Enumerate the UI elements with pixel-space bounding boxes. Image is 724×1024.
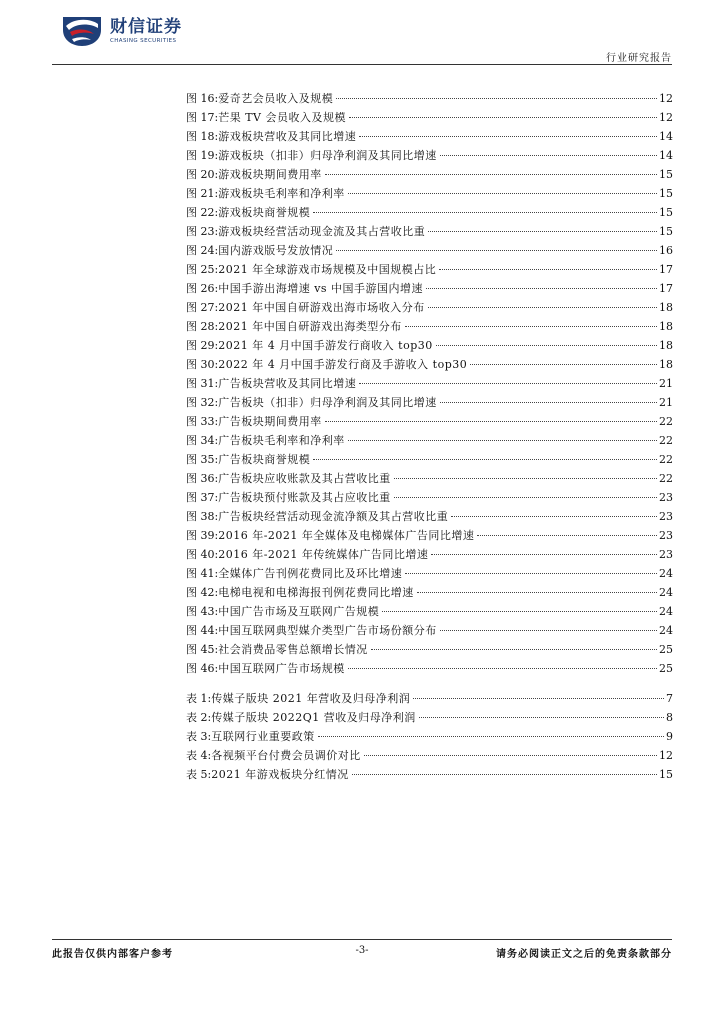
toc-entry-label: 图 17:: [186, 111, 219, 125]
toc-entry[interactable]: [186, 489, 673, 508]
toc-entry-title: 广告板块预付账款及其占应收比重: [218, 491, 391, 505]
toc-entry-title: 游戏板块商誉规模: [218, 206, 311, 220]
toc-entry-title: 传媒子版块 2022Q1 营收及归母净利润: [211, 711, 416, 725]
toc-leader-dots: [417, 592, 657, 593]
toc-leader-dots: [349, 117, 657, 118]
toc-entry[interactable]: [186, 584, 673, 603]
toc-entry-page: 15: [659, 168, 673, 182]
toc-entry-title: 2021 年 4 月中国手游发行商收入 top30: [218, 339, 433, 353]
toc-entry-label: 图 38:: [186, 510, 219, 524]
toc-leader-dots: [440, 630, 657, 631]
toc-entry-title: 爱奇艺会员收入及规模: [218, 92, 334, 105]
toc-entry-page: 16: [659, 244, 673, 258]
toc-entry-page: 24: [659, 586, 673, 600]
toc-entry-title: 各视频平台付费会员调价对比: [211, 749, 361, 763]
toc-entry-page: 12: [659, 92, 673, 105]
toc-entry-page: 15: [659, 225, 673, 239]
toc-entry-title: 社会消费品零售总额增长情况: [218, 643, 368, 657]
toc-entry-page: 24: [659, 624, 673, 638]
toc-entry-page: 14: [659, 130, 673, 144]
toc-entry-title: 芒果 TV 会员收入及规模: [218, 111, 346, 125]
toc-entry-label: 表 3:: [186, 730, 212, 744]
toc-entry-title: 2022 年 4 月中国手游发行商及手游收入 top30: [218, 358, 468, 372]
toc-entry-label: 图 42:: [186, 586, 219, 600]
toc-entry[interactable]: [186, 690, 673, 709]
toc-entry-title: 2016 年-2021 年传统媒体广告同比增速: [218, 548, 429, 562]
toc-entry-page: 9: [666, 730, 673, 744]
toc-entry-title: 2016 年-2021 年全媒体及电梯媒体广告同比增速: [218, 529, 475, 543]
toc-entry-page: 22: [659, 453, 673, 467]
toc-leader-dots: [352, 774, 657, 775]
toc-entry-label: 图 27:: [186, 301, 219, 315]
toc-entry-page: 15: [659, 206, 673, 220]
toc-leader-dots: [325, 421, 657, 422]
toc-leader-dots: [428, 231, 657, 232]
toc-entry[interactable]: [186, 451, 673, 470]
toc-entry-page: 22: [659, 415, 673, 429]
toc-leader-dots: [394, 478, 657, 479]
toc-entry-page: 25: [659, 643, 673, 657]
toc-leader-dots: [364, 755, 657, 756]
toc-entry[interactable]: [186, 356, 673, 375]
toc-entry-page: 21: [659, 377, 673, 391]
toc-entry-page: 24: [659, 605, 673, 619]
toc-leader-dots: [348, 668, 657, 669]
toc-entry-page: 12: [659, 111, 673, 125]
toc-entry-page: 18: [659, 320, 673, 334]
toc-entry-label: 图 31:: [186, 377, 219, 391]
toc-leader-dots: [336, 250, 657, 251]
toc-entry-title: 2021 年中国自研游戏出海类型分布: [218, 320, 402, 334]
toc-leader-dots: [348, 440, 657, 441]
toc-entry-page: 23: [659, 529, 673, 543]
toc-leader-dots: [426, 288, 657, 289]
toc-leader-dots: [313, 459, 657, 460]
report-type: 行业研究报告: [606, 53, 672, 64]
toc-entry[interactable]: [186, 622, 673, 641]
toc-leader-dots: [359, 383, 657, 384]
toc-leader-dots: [428, 307, 657, 308]
toc-entry-label: 图 40:: [186, 548, 219, 562]
logo-emblem-icon: [60, 14, 104, 48]
toc-entry-page: 17: [659, 263, 673, 277]
toc-entry-title: 传媒子版块 2021 年营收及归母净利润: [211, 692, 411, 705]
toc-entry[interactable]: [186, 527, 673, 546]
toc-entry-label: 图 30:: [186, 358, 219, 372]
toc-entry[interactable]: [186, 223, 673, 242]
toc-entry-label: 图 28:: [186, 320, 219, 334]
toc-leader-dots: [439, 269, 657, 270]
toc-entry-label: 图 45:: [186, 643, 219, 657]
footer-divider: [52, 939, 672, 940]
toc-leader-dots: [436, 345, 657, 346]
logo-chinese-name: 财信证券: [110, 16, 182, 37]
toc-entry[interactable]: [186, 185, 673, 204]
toc-entry-page: 17: [659, 282, 673, 296]
toc-entry[interactable]: [186, 299, 673, 318]
toc-entry-label: 图 32:: [186, 396, 219, 410]
toc-leader-dots: [451, 516, 657, 517]
toc-leader-dots: [431, 554, 657, 555]
toc-entry-title: 中国互联网广告市场规模: [218, 662, 345, 676]
toc-entry-title: 游戏板块经营活动现金流及其占营收比重: [218, 225, 426, 239]
toc-entry[interactable]: [186, 432, 673, 451]
toc-leader-dots: [394, 497, 657, 498]
toc-entry-page: 22: [659, 434, 673, 448]
toc-entry-page: 21: [659, 396, 673, 410]
page-number: -3-: [355, 945, 369, 956]
toc-leader-dots: [405, 326, 657, 327]
toc-entry[interactable]: [186, 728, 673, 747]
toc-leader-dots: [413, 698, 664, 699]
toc-leader-dots: [371, 649, 657, 650]
toc-entry-page: 23: [659, 491, 673, 505]
toc-entry-label: 图 23:: [186, 225, 219, 239]
toc-entry-label: 图 26:: [186, 282, 219, 296]
toc-entry[interactable]: [186, 603, 673, 622]
footer-disclaimer-right: 请务必阅读正文之后的免责条款部分: [496, 949, 672, 960]
toc-entry-page: 18: [659, 358, 673, 372]
toc-entry-page: 12: [659, 749, 673, 763]
toc-entry-label: 图 34:: [186, 434, 219, 448]
toc-entry[interactable]: [186, 318, 673, 337]
toc-entry-label: 图 20:: [186, 168, 219, 182]
footer-disclaimer-left: 此报告仅供内部客户参考: [52, 949, 173, 960]
toc-entry-title: 2021 年游戏板块分红情况: [211, 768, 349, 782]
toc-entry-title: 国内游戏版号发放情况: [218, 244, 334, 258]
toc-leader-dots: [313, 212, 657, 213]
toc-leader-dots: [382, 611, 657, 612]
toc-entry-label: 图 43:: [186, 605, 219, 619]
toc-entry-title: 游戏板块（扣非）归母净利润及其同比增速: [218, 149, 437, 163]
toc-leader-dots: [318, 736, 664, 737]
toc-entry-label: 表 2:: [186, 711, 212, 725]
toc-entry[interactable]: [186, 546, 673, 565]
toc-entry-label: 表 1:: [186, 692, 212, 705]
toc-entry-title: 电梯电视和电梯海报刊例花费同比增速: [218, 586, 414, 600]
toc-entry-label: 图 37:: [186, 491, 219, 505]
logo-english-name: CHASING SECURITIES: [110, 37, 177, 44]
toc-leader-dots: [325, 174, 657, 175]
toc-leader-dots: [440, 155, 657, 156]
toc-entry[interactable]: [186, 280, 673, 299]
toc-entry[interactable]: [186, 90, 673, 109]
toc-entry[interactable]: [186, 166, 673, 185]
toc-leader-dots: [419, 717, 664, 718]
company-logo: [60, 14, 182, 48]
toc-entry-label: 表 5:: [186, 768, 212, 782]
toc-entry[interactable]: [186, 337, 673, 356]
toc-entry-label: 图 19:: [186, 149, 219, 163]
toc-entry-page: 23: [659, 510, 673, 524]
toc-entry[interactable]: [186, 766, 673, 785]
toc-entry-title: 游戏板块营收及其同比增速: [218, 130, 357, 144]
toc-entry-title: 广告板块毛利率和净利率: [218, 434, 345, 448]
toc-entry-label: 图 46:: [186, 662, 219, 676]
toc-entry[interactable]: [186, 204, 673, 223]
toc-entry-page: 8: [666, 711, 673, 725]
toc-entry-title: 中国互联网典型媒介类型广告市场份额分布: [218, 624, 437, 638]
toc-entry-title: 广告板块期间费用率: [218, 415, 322, 429]
toc-leader-dots: [336, 98, 657, 99]
toc-entry[interactable]: [186, 147, 673, 166]
toc-entry-title: 游戏板块期间费用率: [218, 168, 322, 182]
toc-entry-page: 14: [659, 149, 673, 163]
toc-entry[interactable]: [186, 413, 673, 432]
toc-entry-title: 互联网行业重要政策: [211, 730, 315, 744]
toc-leader-dots: [359, 136, 657, 137]
toc-entry-label: 图 18:: [186, 130, 219, 144]
toc-entry[interactable]: [186, 709, 673, 728]
toc-leader-dots: [477, 535, 657, 536]
toc-entry-label: 图 33:: [186, 415, 219, 429]
toc-leader-dots: [470, 364, 657, 365]
toc-entry-label: 图 16:: [186, 92, 219, 105]
toc-entry[interactable]: [186, 641, 673, 660]
toc-leader-dots: [440, 402, 657, 403]
table-index-list: [186, 690, 673, 785]
toc-entry[interactable]: [186, 470, 673, 489]
toc-entry[interactable]: [186, 660, 673, 679]
page-header: [0, 0, 724, 66]
toc-entry-label: 图 29:: [186, 339, 219, 353]
toc-entry-page: 7: [666, 692, 673, 705]
toc-entry-page: 22: [659, 472, 673, 486]
toc-entry-label: 图 24:: [186, 244, 219, 258]
toc-entry[interactable]: [186, 242, 673, 261]
toc-entry-page: 25: [659, 662, 673, 676]
toc-leader-dots: [405, 573, 657, 574]
toc-entry[interactable]: [186, 109, 673, 128]
toc-entry-title: 广告板块应收账款及其占营收比重: [218, 472, 391, 486]
toc-entry-title: 全媒体广告刊例花费同比及环比增速: [218, 567, 403, 581]
header-divider: [52, 64, 672, 65]
toc-entry-label: 图 41:: [186, 567, 219, 581]
figure-index-list: [186, 90, 673, 679]
toc-entry[interactable]: [186, 261, 673, 280]
toc-entry-label: 图 25:: [186, 263, 219, 277]
toc-entry-page: 18: [659, 301, 673, 315]
toc-entry-title: 中国广告市场及互联网广告规模: [218, 605, 380, 619]
toc-leader-dots: [348, 193, 657, 194]
toc-entry[interactable]: [186, 565, 673, 584]
toc-entry-label: 图 35:: [186, 453, 219, 467]
toc-entry-label: 图 44:: [186, 624, 219, 638]
toc-entry-title: 广告板块经营活动现金流净额及其占营收比重: [218, 510, 449, 524]
toc-entry-title: 中国手游出海增速 vs 中国手游国内增速: [218, 282, 424, 296]
toc-entry-title: 广告板块（扣非）归母净利润及其同比增速: [218, 396, 437, 410]
toc-entry-page: 15: [659, 768, 673, 782]
toc-entry[interactable]: [186, 375, 673, 394]
toc-entry-page: 23: [659, 548, 673, 562]
toc-entry-label: 图 22:: [186, 206, 219, 220]
toc-entry[interactable]: [186, 394, 673, 413]
toc-entry[interactable]: [186, 747, 673, 766]
toc-entry-title: 2021 年全球游戏市场规模及中国规模占比: [218, 263, 437, 277]
toc-entry-title: 广告板块营收及其同比增速: [218, 377, 357, 391]
toc-entry-page: 15: [659, 187, 673, 201]
toc-entry-title: 广告板块商誉规模: [218, 453, 311, 467]
toc-entry-label: 图 36:: [186, 472, 219, 486]
toc-entry[interactable]: [186, 128, 673, 147]
toc-entry-label: 表 4:: [186, 749, 212, 763]
toc-entry-page: 24: [659, 567, 673, 581]
toc-entry[interactable]: [186, 508, 673, 527]
toc-entry-title: 2021 年中国自研游戏出海市场收入分布: [218, 301, 425, 315]
toc-entry-page: 18: [659, 339, 673, 353]
toc-entry-label: 图 39:: [186, 529, 219, 543]
toc-entry-label: 图 21:: [186, 187, 219, 201]
toc-entry-title: 游戏板块毛利率和净利率: [218, 187, 345, 201]
